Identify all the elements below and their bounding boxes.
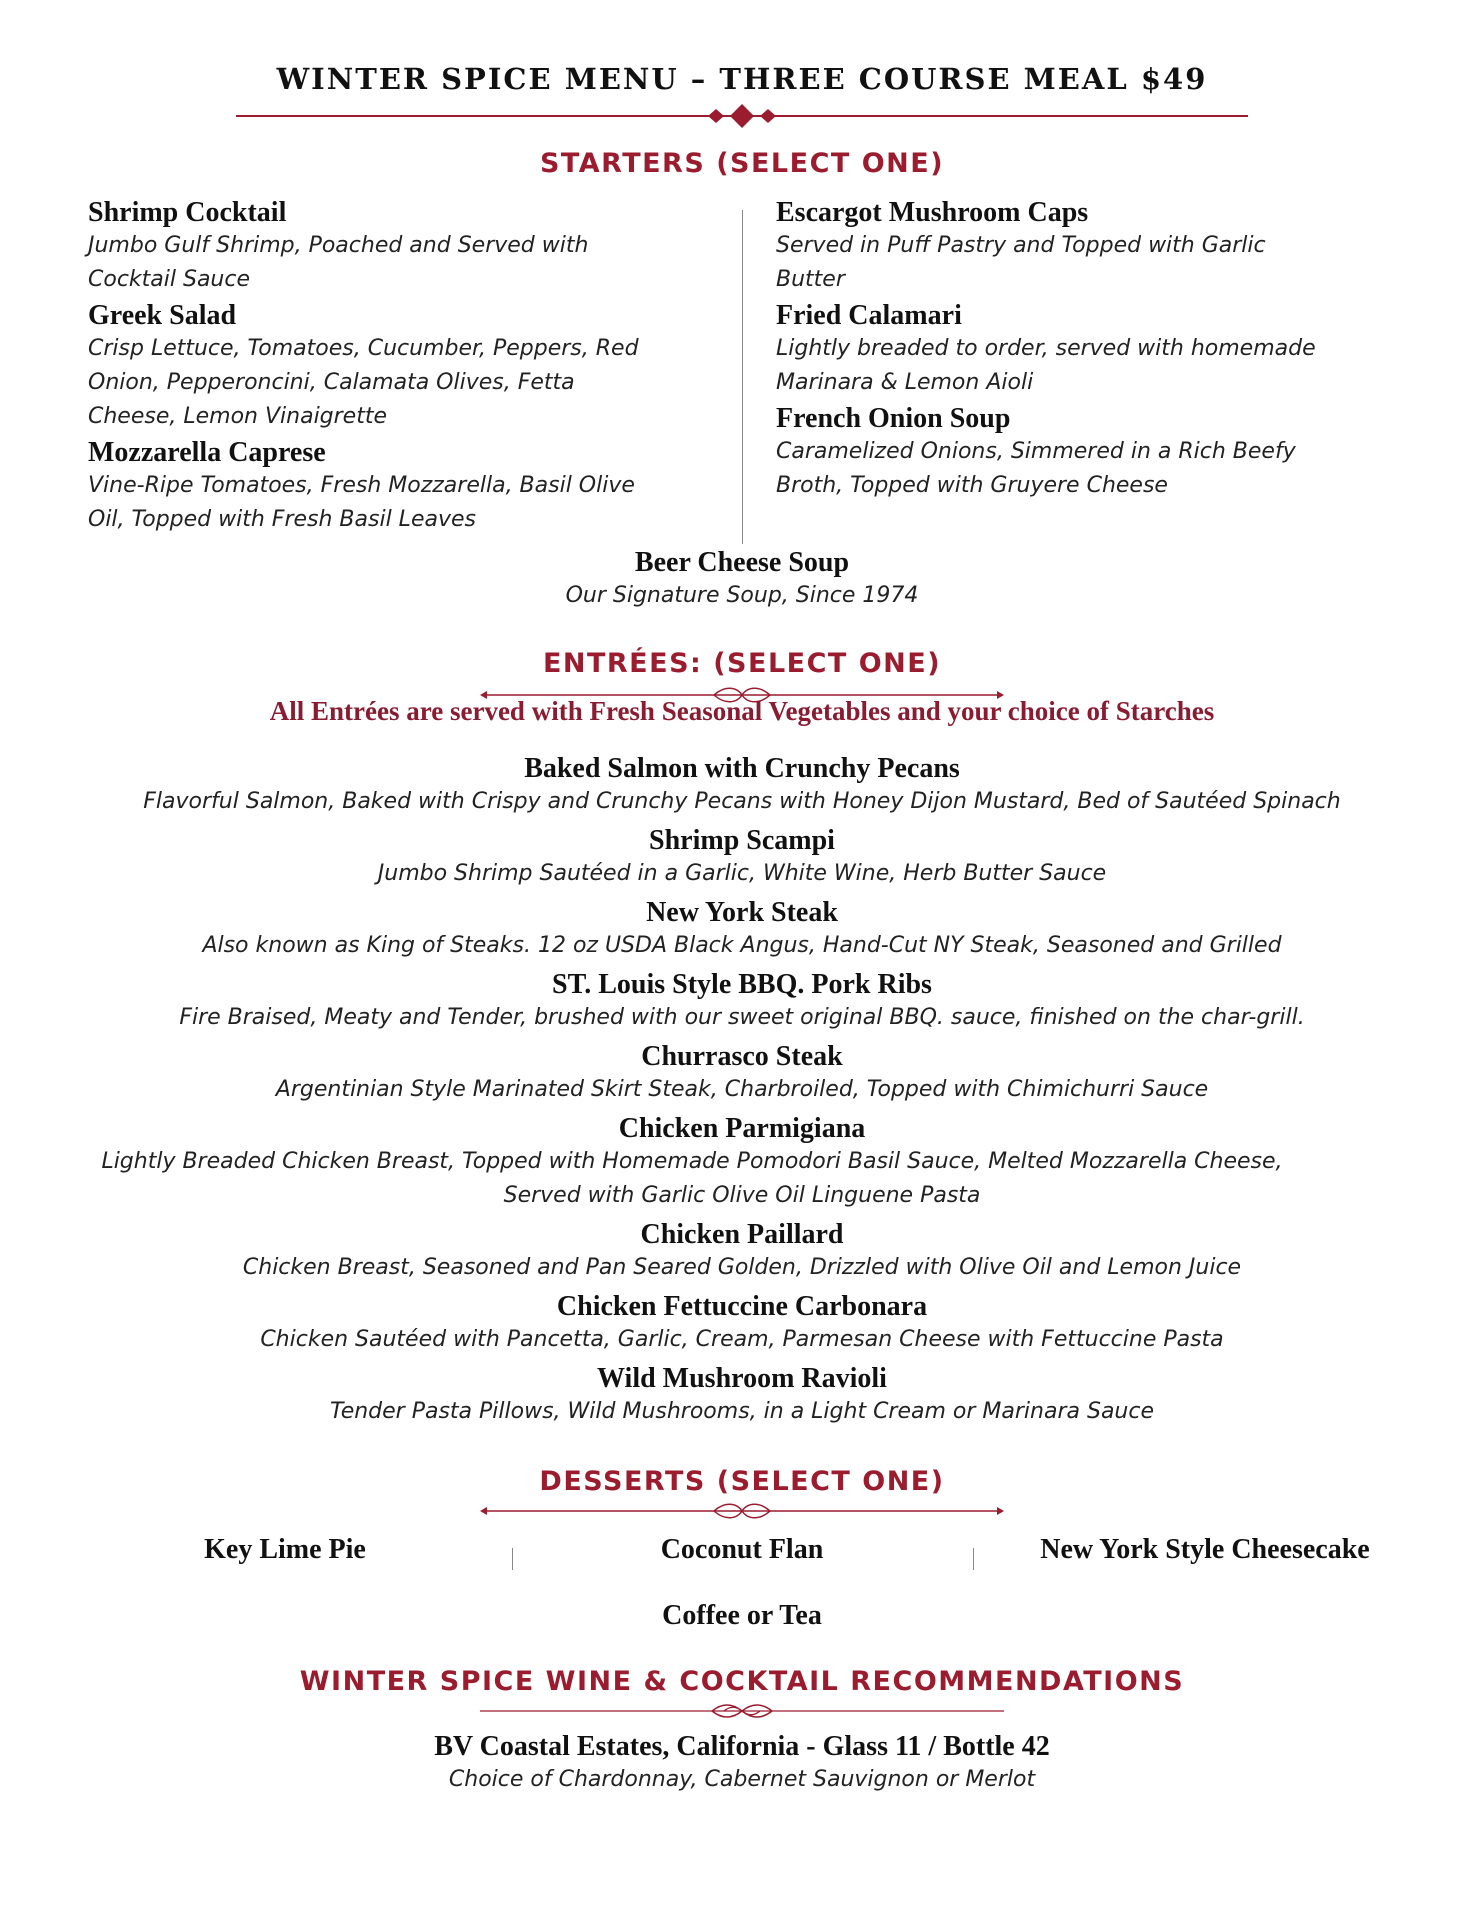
entree-desc: Chicken Sautéed with Pancetta, Garlic, Cream, Parmesan Cheese with Fettuccine Pasta	[260, 1327, 1224, 1352]
starter-item	[88, 196, 648, 297]
starter-item	[88, 299, 648, 434]
entree-desc: Lightly Breaded Chicken Breast, Topped with Homemade Pomodori Basil Sauce, Melted Mozzarella Cheese,	[101, 1149, 1283, 1174]
entree-item	[0, 1112, 1484, 1213]
entree-desc: Also known as King of Steaks. 12 oz USDA Black Angus, Hand-Cut NY Steak, Seasoned and Grilled	[202, 933, 1282, 958]
entree-name: Chicken Paillard	[640, 1219, 844, 1250]
dessert-item: New York Style Cheesecake	[1040, 1534, 1370, 1565]
entree-name: Shrimp Scampi	[649, 825, 835, 856]
dessert-divider	[512, 1548, 513, 1570]
starter-name: Mozzarella Caprese	[88, 437, 326, 468]
starter-name: Greek Salad	[88, 300, 237, 331]
entrees-heading: ENTRÉES: (SELECT ONE)	[542, 648, 942, 679]
entree-name: Chicken Parmigiana	[618, 1113, 866, 1144]
starters-column-divider	[742, 210, 743, 544]
starter-center-item	[0, 546, 1484, 613]
entree-name: Baked Salmon with Crunchy Pecans	[524, 753, 960, 784]
starter-desc: Our Signature Soup, Since 1974	[565, 583, 919, 608]
starter-desc: Caramelized Onions, Simmered in a Rich Beefy Broth, Topped with Gruyere Cheese	[776, 439, 1296, 498]
entree-item	[0, 1362, 1484, 1429]
starter-desc: Served in Puff Pastry and Topped with Garlic Butter	[776, 233, 1266, 292]
entree-desc: Chicken Breast, Seasoned and Pan Seared Golden, Drizzled with Olive Oil and Lemon Juice	[242, 1255, 1242, 1280]
starter-name: French Onion Soup	[776, 403, 1011, 434]
entree-name: ST. Louis Style BBQ. Pork Ribs	[552, 969, 932, 1000]
entree-item	[0, 752, 1484, 819]
entree-desc: Argentinian Style Marinated Skirt Steak, Charbroiled, Topped with Chimichurri Sauce	[275, 1077, 1209, 1102]
menu-title: WINTER SPICE MENU – THREE COURSE MEAL $49	[276, 62, 1208, 96]
entree-item	[0, 1040, 1484, 1107]
starter-desc: Crisp Lettuce, Tomatoes, Cucumber, Peppers, Red Onion, Pepperoncini, Calamata Olives, Fetta Cheese, Lemon Vinaigrette	[88, 336, 639, 429]
dessert-divider	[973, 1548, 974, 1570]
entree-desc: Tender Pasta Pillows, Wild Mushrooms, in a Light Cream or Marinara Sauce	[329, 1399, 1154, 1424]
entree-list	[0, 752, 1484, 1429]
starter-item	[776, 196, 1336, 297]
entree-desc: Flavorful Salmon, Baked with Crispy and Crunchy Pecans with Honey Dijon Mustard, Bed of Sautéed Spinach	[143, 789, 1341, 814]
starter-name: Beer Cheese Soup	[634, 547, 850, 578]
desserts-heading: DESSERTS (SELECT ONE)	[539, 1466, 945, 1497]
wine-desc: Choice of Chardonnay, Cabernet Sauvignon or Merlot	[448, 1767, 1036, 1792]
entree-item	[0, 968, 1484, 1035]
entree-desc: Jumbo Shrimp Sautéed in a Garlic, White Wine, Herb Butter Sauce	[377, 861, 1107, 886]
entree-name: Churrasco Steak	[641, 1041, 843, 1072]
dessert-item: Coconut Flan	[660, 1534, 824, 1565]
wine-recommendation	[0, 1730, 1484, 1797]
entree-item	[0, 1218, 1484, 1285]
entree-item	[0, 1290, 1484, 1357]
entree-item	[0, 896, 1484, 963]
starter-name: Shrimp Cocktail	[88, 197, 287, 228]
starters-right-column	[776, 196, 1336, 505]
desserts-flourish-ornament	[480, 1502, 1004, 1520]
starter-desc: Vine-Ripe Tomatoes, Fresh Mozzarella, Basil Olive Oil, Topped with Fresh Basil Leaves	[88, 473, 635, 532]
entree-name: Wild Mushroom Ravioli	[597, 1363, 887, 1394]
starter-item	[776, 299, 1336, 400]
starter-name: Fried Calamari	[776, 300, 962, 331]
wine-flourish-ornament	[480, 1702, 1004, 1720]
starter-item	[88, 436, 648, 537]
wine-heading: WINTER SPICE WINE & COCKTAIL RECOMMENDATIONS	[299, 1666, 1185, 1697]
entree-name: Chicken Fettuccine Carbonara	[556, 1291, 928, 1322]
starters-left-column	[88, 196, 648, 539]
entree-desc: Fire Braised, Meaty and Tender, brushed with our sweet original BBQ. sauce, finished on the char-grill.	[179, 1005, 1305, 1030]
starter-desc: Jumbo Gulf Shrimp, Poached and Served with Cocktail Sauce	[88, 233, 589, 292]
entree-item	[0, 824, 1484, 891]
starter-name: Escargot Mushroom Caps	[776, 197, 1089, 228]
starter-desc: Lightly breaded to order, served with homemade Marinara & Lemon Aioli	[776, 336, 1316, 395]
wine-name: BV Coastal Estates, California - Glass 11 / Bottle 42	[434, 1731, 1050, 1762]
entrees-subheading: All Entrées are served with Fresh Seasonal Vegetables and your choice of Starches	[269, 696, 1215, 726]
title-rule-ornament	[236, 104, 1248, 128]
starter-item	[776, 402, 1336, 503]
dessert-item: Key Lime Pie	[204, 1534, 366, 1565]
beverage-item: Coffee or Tea	[662, 1600, 822, 1631]
entree-name: New York Steak	[646, 897, 838, 928]
entree-desc-line2: Served with Garlic Olive Oil Linguene Pasta	[503, 1183, 981, 1208]
starters-heading: STARTERS (SELECT ONE)	[539, 148, 945, 179]
